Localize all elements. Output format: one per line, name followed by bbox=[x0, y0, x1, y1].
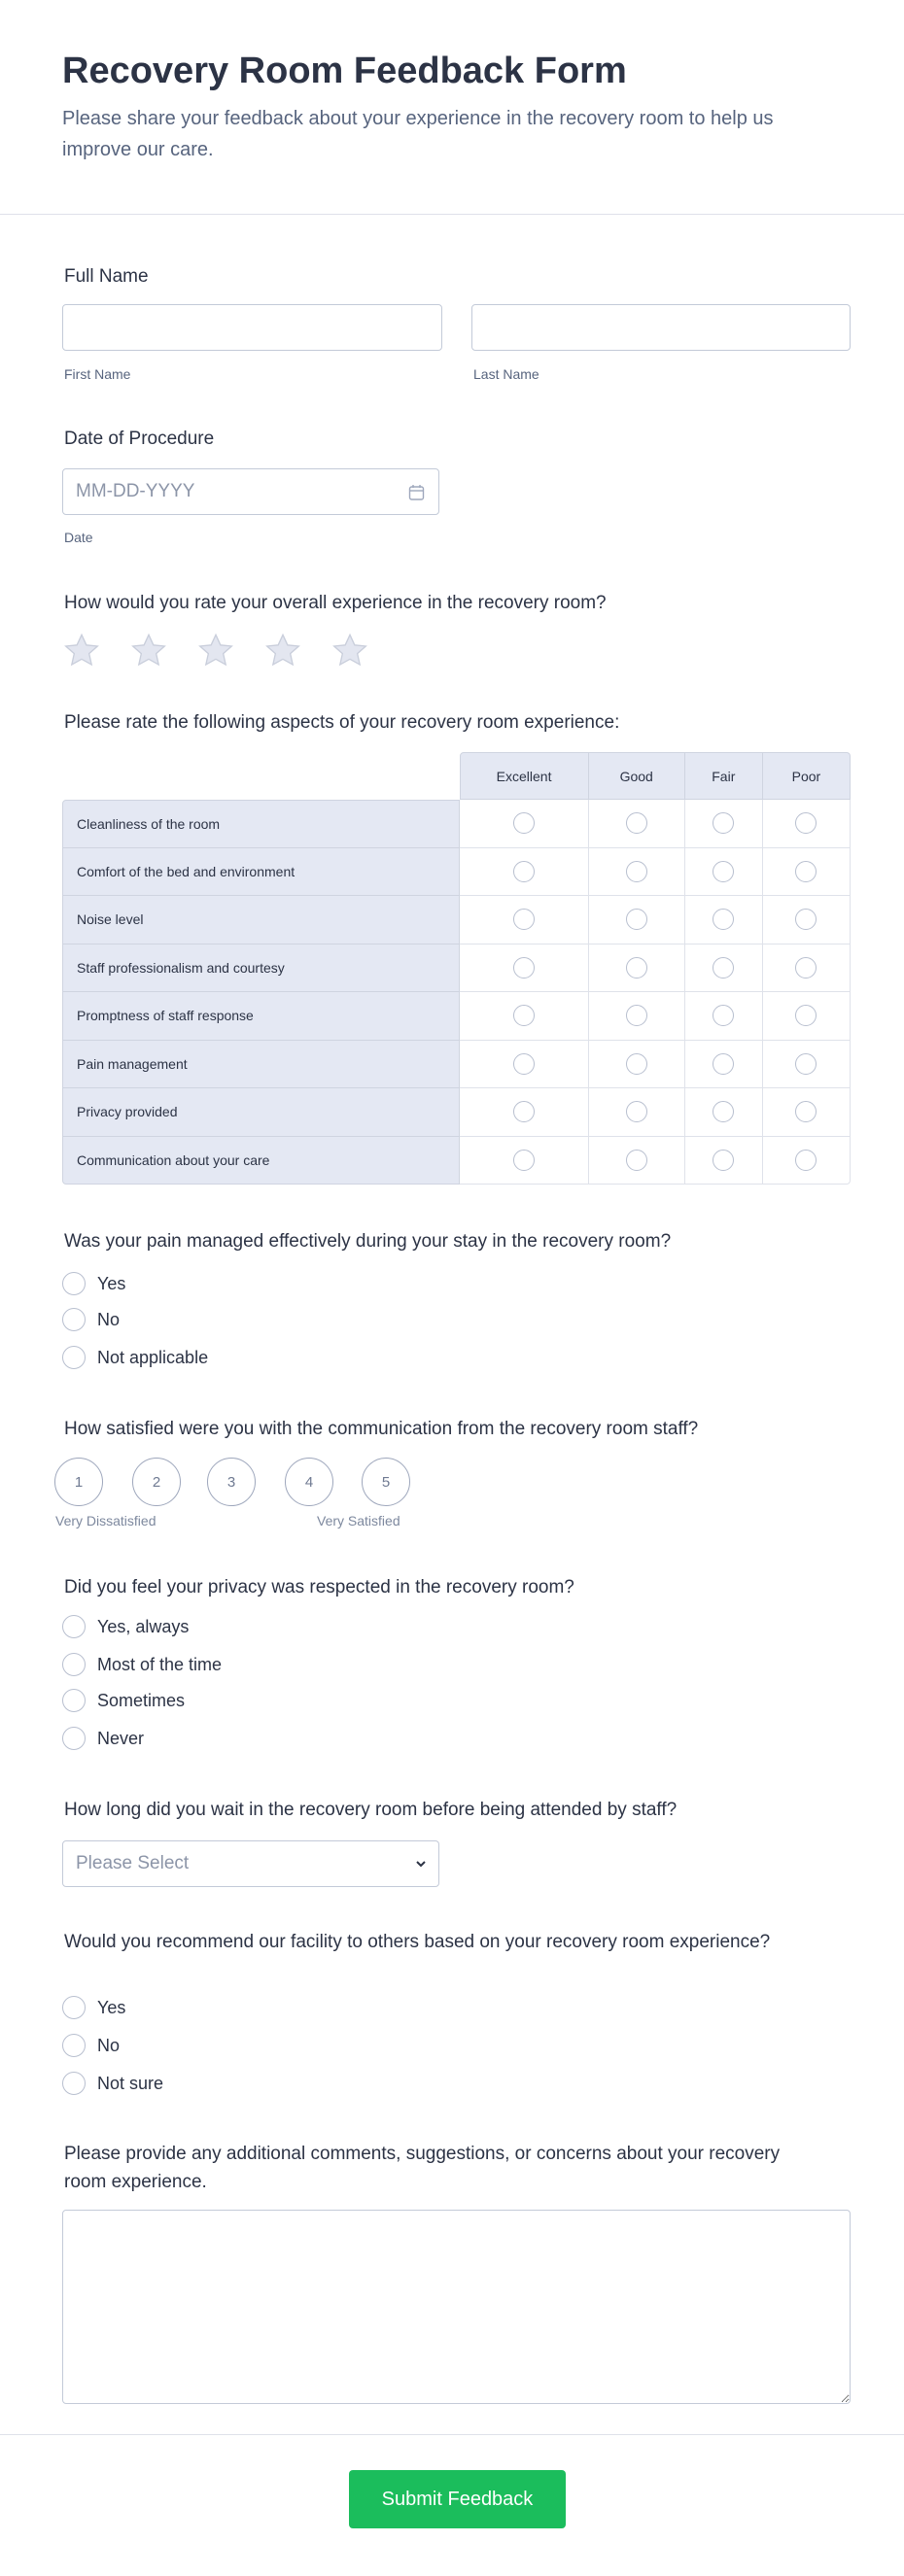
first-name-sublabel: First Name bbox=[64, 366, 131, 382]
matrix-cell bbox=[685, 800, 763, 848]
radio-button[interactable] bbox=[62, 1615, 86, 1638]
matrix-radio[interactable] bbox=[713, 1150, 734, 1171]
matrix-radio[interactable] bbox=[713, 1101, 734, 1122]
select-placeholder: Please Select bbox=[76, 1853, 190, 1873]
date-placeholder: MM-DD-YYYY bbox=[76, 481, 195, 501]
radio-button[interactable] bbox=[62, 1727, 86, 1750]
matrix-cell bbox=[589, 1088, 685, 1137]
matrix-radio[interactable] bbox=[513, 1101, 535, 1122]
matrix-cell bbox=[763, 1088, 851, 1137]
header-divider bbox=[0, 214, 904, 215]
matrix-radio[interactable] bbox=[795, 1101, 817, 1122]
matrix-cell bbox=[685, 848, 763, 897]
matrix-radio[interactable] bbox=[626, 812, 647, 834]
matrix-radio[interactable] bbox=[795, 1053, 817, 1075]
matrix-cell bbox=[685, 1137, 763, 1185]
submit-button[interactable]: Submit Feedback bbox=[349, 2470, 566, 2528]
matrix-cell bbox=[763, 945, 851, 993]
star-icon-5[interactable] bbox=[330, 632, 369, 670]
star-icon-4[interactable] bbox=[263, 632, 302, 670]
matrix-radio[interactable] bbox=[626, 1053, 647, 1075]
matrix-radio[interactable] bbox=[713, 909, 734, 930]
privacy-option[interactable] bbox=[62, 1727, 144, 1750]
matrix-cell bbox=[763, 1041, 851, 1089]
matrix-cell bbox=[460, 896, 589, 945]
matrix-cell bbox=[589, 800, 685, 848]
matrix-cell bbox=[460, 1088, 589, 1137]
scale-max-label: Very Satisfied bbox=[317, 1513, 400, 1528]
matrix-column-header: Excellent bbox=[460, 752, 589, 800]
matrix-cell bbox=[460, 945, 589, 993]
comments-question: Please provide any additional comments, suggestions, or concerns about your recovery room experience. bbox=[64, 2144, 781, 2192]
radio-button[interactable] bbox=[62, 1653, 86, 1676]
radio-button[interactable] bbox=[62, 2034, 86, 2057]
matrix-radio[interactable] bbox=[626, 957, 647, 979]
matrix-radio[interactable] bbox=[513, 909, 535, 930]
radio-button[interactable] bbox=[62, 1346, 86, 1369]
matrix-radio[interactable] bbox=[626, 1005, 647, 1026]
last-name-input[interactable] bbox=[471, 304, 851, 351]
full-name-label: Full Name bbox=[64, 266, 149, 287]
matrix-radio[interactable] bbox=[713, 957, 734, 979]
recommend-option[interactable] bbox=[62, 1996, 125, 2019]
radio-button[interactable] bbox=[62, 2072, 86, 2095]
matrix-cell bbox=[460, 1041, 589, 1089]
option-label: Most of the time bbox=[97, 1654, 223, 1674]
matrix-cell bbox=[589, 1041, 685, 1089]
star-icon-2[interactable] bbox=[129, 632, 168, 670]
recommend-question: Would you recommend our facility to others based on your recovery room experience? bbox=[64, 1932, 771, 1952]
matrix-row-label: Pain management bbox=[62, 1041, 460, 1089]
pain-question: Was your pain managed effectively during your stay in the recovery room? bbox=[64, 1231, 672, 1252]
communication-question: How satisfied were you with the communication from the recovery room staff? bbox=[64, 1419, 699, 1439]
matrix-radio[interactable] bbox=[513, 1005, 535, 1026]
privacy-question: Did you feel your privacy was respected in the recovery room? bbox=[64, 1577, 574, 1597]
scale-option-1[interactable]: 1 bbox=[54, 1458, 103, 1506]
matrix-row bbox=[62, 848, 851, 897]
first-name-input[interactable] bbox=[62, 304, 442, 351]
radio-button[interactable] bbox=[62, 1272, 86, 1295]
date-sublabel: Date bbox=[64, 530, 93, 545]
privacy-option[interactable] bbox=[62, 1615, 189, 1638]
matrix-cell bbox=[460, 1137, 589, 1185]
matrix-row-label: Noise level bbox=[62, 896, 460, 945]
matrix-corner bbox=[62, 752, 460, 800]
option-label: No bbox=[97, 1309, 121, 1329]
matrix-row-label: Promptness of staff response bbox=[62, 992, 460, 1041]
matrix-row bbox=[62, 1088, 851, 1137]
rating-matrix bbox=[62, 752, 851, 1185]
matrix-column-header: Fair bbox=[685, 752, 763, 800]
option-label: Yes bbox=[97, 1997, 126, 2017]
option-label: Not sure bbox=[97, 2073, 164, 2093]
matrix-radio[interactable] bbox=[795, 909, 817, 930]
star-icon-1[interactable] bbox=[62, 632, 101, 670]
matrix-cell bbox=[763, 1137, 851, 1185]
matrix-radio[interactable] bbox=[713, 1053, 734, 1075]
scale-option-2[interactable]: 2 bbox=[132, 1458, 181, 1506]
radio-button[interactable] bbox=[62, 1996, 86, 2019]
matrix-row-label: Staff professionalism and courtesy bbox=[62, 945, 460, 993]
scale-min-label: Very Dissatisfied bbox=[55, 1513, 156, 1528]
matrix-radio[interactable] bbox=[795, 812, 817, 834]
star-rating bbox=[62, 632, 369, 670]
footer-divider bbox=[0, 2434, 904, 2435]
matrix-row-label: Comfort of the bed and environment bbox=[62, 848, 460, 897]
matrix-row bbox=[62, 800, 851, 848]
matrix-question: Please rate the following aspects of your recovery room experience: bbox=[64, 712, 620, 733]
matrix-cell bbox=[763, 800, 851, 848]
radio-button[interactable] bbox=[62, 1308, 86, 1331]
matrix-cell bbox=[685, 945, 763, 993]
matrix-radio[interactable] bbox=[513, 812, 535, 834]
recommend-option[interactable] bbox=[62, 2072, 163, 2095]
matrix-cell bbox=[589, 992, 685, 1041]
matrix-radio[interactable] bbox=[795, 861, 817, 882]
calendar-icon[interactable] bbox=[408, 484, 425, 501]
option-label: Sometimes bbox=[97, 1690, 186, 1710]
matrix-cell bbox=[589, 896, 685, 945]
matrix-cell bbox=[685, 992, 763, 1041]
matrix-row bbox=[62, 896, 851, 945]
option-label: Not applicable bbox=[97, 1347, 209, 1367]
pain-option[interactable] bbox=[62, 1346, 208, 1369]
wait-time-select[interactable] bbox=[62, 1840, 439, 1887]
last-name-sublabel: Last Name bbox=[473, 366, 539, 382]
matrix-cell bbox=[685, 896, 763, 945]
matrix-radio[interactable] bbox=[626, 909, 647, 930]
matrix-cell bbox=[589, 848, 685, 897]
radio-button[interactable] bbox=[62, 1689, 86, 1712]
chevron-down-icon bbox=[415, 1860, 427, 1869]
matrix-row bbox=[62, 1137, 851, 1185]
matrix-radio[interactable] bbox=[795, 1005, 817, 1026]
matrix-row-label: Communication about your care bbox=[62, 1137, 460, 1185]
matrix-radio[interactable] bbox=[795, 1150, 817, 1171]
option-label: Yes, always bbox=[97, 1616, 190, 1636]
comments-textarea[interactable] bbox=[62, 2210, 851, 2404]
matrix-cell bbox=[763, 992, 851, 1041]
matrix-radio[interactable] bbox=[513, 1053, 535, 1075]
matrix-row bbox=[62, 1041, 851, 1089]
matrix-radio[interactable] bbox=[626, 1101, 647, 1122]
option-label: Never bbox=[97, 1728, 145, 1748]
matrix-radio[interactable] bbox=[795, 957, 817, 979]
scale-option-3[interactable]: 3 bbox=[207, 1458, 256, 1506]
matrix-row bbox=[62, 992, 851, 1041]
matrix-radio[interactable] bbox=[713, 812, 734, 834]
matrix-radio[interactable] bbox=[626, 1150, 647, 1171]
overall-rating-question: How would you rate your overall experience in the recovery room? bbox=[64, 593, 607, 613]
scale-option-5[interactable]: 5 bbox=[362, 1458, 410, 1506]
matrix-radio[interactable] bbox=[626, 861, 647, 882]
matrix-cell bbox=[589, 1137, 685, 1185]
date-label: Date of Procedure bbox=[64, 429, 215, 449]
option-label: No bbox=[97, 2035, 121, 2055]
matrix-column-header: Good bbox=[589, 752, 685, 800]
matrix-row bbox=[62, 945, 851, 993]
date-input[interactable] bbox=[62, 468, 439, 515]
matrix-cell bbox=[460, 848, 589, 897]
matrix-cell bbox=[763, 896, 851, 945]
matrix-cell bbox=[763, 848, 851, 897]
matrix-row-label: Privacy provided bbox=[62, 1088, 460, 1137]
pain-option[interactable] bbox=[62, 1308, 120, 1331]
matrix-radio[interactable] bbox=[513, 957, 535, 979]
matrix-cell bbox=[460, 800, 589, 848]
matrix-radio[interactable] bbox=[513, 861, 535, 882]
recommend-option[interactable] bbox=[62, 2034, 120, 2057]
page-title: Recovery Room Feedback Form bbox=[62, 51, 627, 91]
star-icon-3[interactable] bbox=[196, 632, 235, 670]
privacy-option[interactable] bbox=[62, 1689, 185, 1712]
matrix-row-label: Cleanliness of the room bbox=[62, 800, 460, 848]
wait-question: How long did you wait in the recovery room before being attended by staff? bbox=[64, 1800, 678, 1820]
page-subtitle: Please share your feedback about your experience in the recovery room to help us improve our care. bbox=[62, 108, 774, 160]
matrix-cell bbox=[685, 1041, 763, 1089]
matrix-radio[interactable] bbox=[713, 861, 734, 882]
matrix-radio[interactable] bbox=[513, 1150, 535, 1171]
matrix-cell bbox=[460, 992, 589, 1041]
option-label: Yes bbox=[97, 1273, 126, 1293]
matrix-cell bbox=[685, 1088, 763, 1137]
matrix-cell bbox=[589, 945, 685, 993]
privacy-option[interactable] bbox=[62, 1653, 222, 1676]
pain-option[interactable] bbox=[62, 1272, 125, 1295]
scale-option-4[interactable]: 4 bbox=[285, 1458, 333, 1506]
matrix-radio[interactable] bbox=[713, 1005, 734, 1026]
matrix-column-header: Poor bbox=[763, 752, 851, 800]
